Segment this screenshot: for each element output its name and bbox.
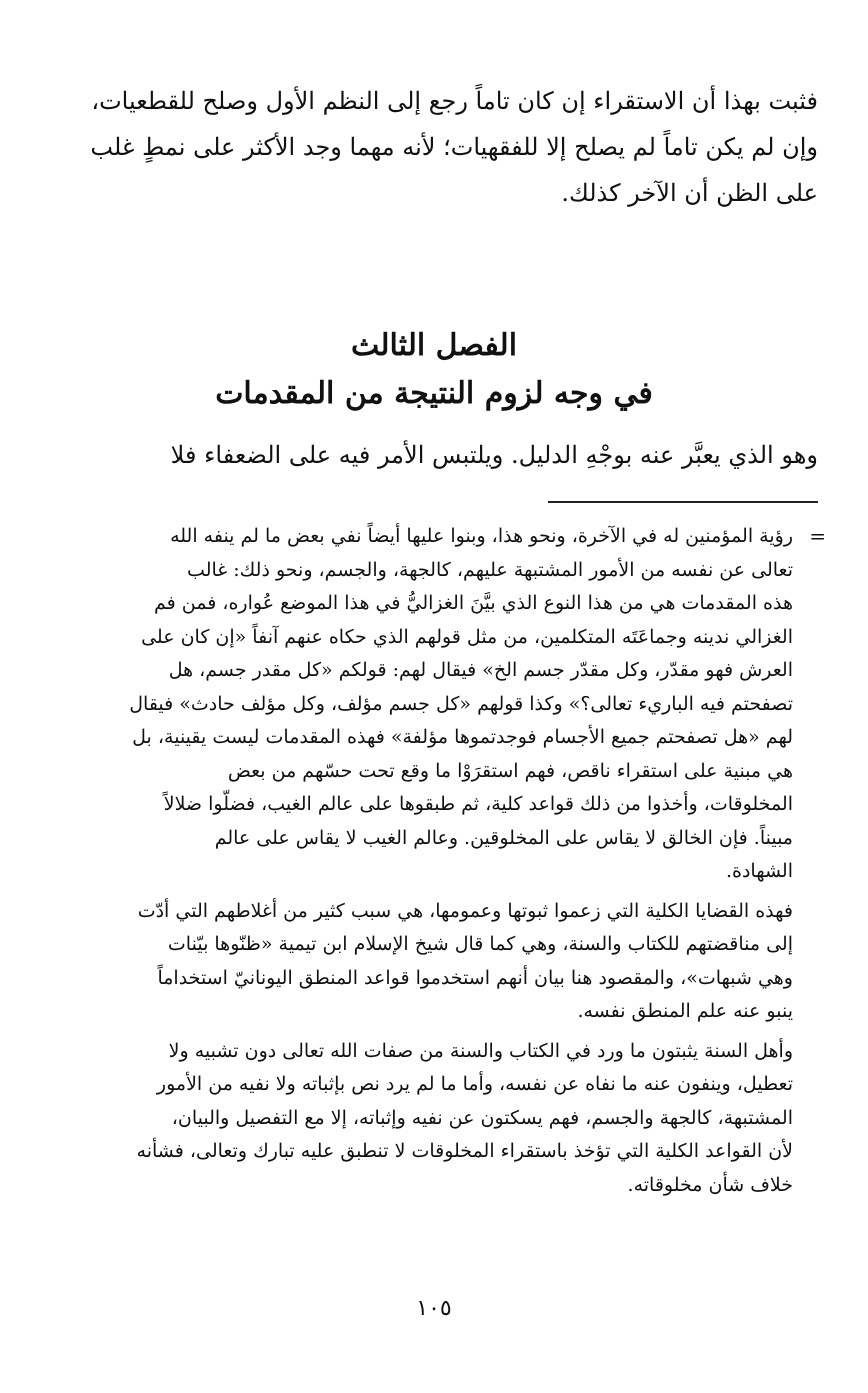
footnote-line: تعطيل، وينفون عنه ما نفاه عن نفسه، وأما ما لم يرد نص بإثباته ولا نفيه من الأمور xyxy=(156,1073,793,1095)
footnote-line: العرش فهو مقدّر، وكل مقدّر جسم الخ» فيقال لهم: قولكم «كل مقدر جسم، هل xyxy=(168,659,793,681)
footnote-line: الشهادة. xyxy=(725,860,793,882)
footnote-paragraph xyxy=(48,520,793,889)
footnote-line: مبيناً. فإن الخالق لا يقاس على المخلوقين. وعالم الغيب لا يقاس على عالم xyxy=(214,826,793,849)
chapter-heading xyxy=(0,322,868,418)
page-number: ١٠٥ xyxy=(416,1296,452,1321)
footnote-line: تعالى عن نفسه من الأمور المشتبهة عليهم، كالجهة، والجسم، ونحو ذلك: غالب xyxy=(187,558,793,581)
footnote-line: فهذه القضايا الكلية التي زعموا ثبوتها وعمومها، هي سبب كثير من أغلاطهم التي أدّت xyxy=(137,899,793,922)
footnote-line: لأن القواعد الكلية التي تؤخذ باستقراء المخلوقات لا تنطبق عليه تبارك وتعالى، فشأنه xyxy=(136,1140,793,1162)
chapter-title: الفصل الثالث xyxy=(350,328,518,363)
footnote-line: رؤية المؤمنين له في الآخرة، ونحو هذا، وبنوا عليها أيضاً نفي بعض ما لم ينفه الله xyxy=(170,525,793,547)
footnote-paragraph xyxy=(48,895,793,1029)
footnote-line: هذه المقدمات هي من هذا النوع الذي بيَّنَ الغزاليُّ في هذا الموضع عُواره، فمن فم xyxy=(154,592,793,614)
main-paragraph xyxy=(48,78,818,216)
footnote-line: ينبو عنه علم المنطق نفسه. xyxy=(577,1000,793,1022)
footnote-line: تصفحتم فيه الباريء تعالى؟» وكذا قولهم «كل جسم مؤلف، وكل مؤلف حادث» فيقال xyxy=(129,692,793,715)
footnote-line: إلى مناقضتهم للكتاب والسنة، وهي كما قال شيخ الإسلام ابن تيمية «ظنّوها بيّنات xyxy=(167,933,793,955)
footnote-line: لهم «هل تصفحتم جميع الأجسام فوجدتموها مؤلفة» فهذه المقدمات ليست يقينية، بل xyxy=(132,726,793,748)
main-line: فثبت بهذا أن الاستقراء إن كان تاماً رجع إلى النظم الأول وصلح للقطعيات، xyxy=(91,87,818,115)
footnote-line: هي مبنية على استقراء ناقص، فهم استقرَوْا ما وقع تحت حسّهم من بعض xyxy=(227,759,793,782)
footnote-paragraph xyxy=(48,1035,793,1203)
footnote-line: المخلوقات، وأخذوا من ذلك قواعد كلية، ثم طبقوها على عالم الغيب، فضلّوا ضلالاً xyxy=(163,793,793,815)
footnote-continuation-marker: = xyxy=(809,524,826,548)
footnote-divider xyxy=(548,501,818,503)
footnote-line: خلاف شأن مخلوقاته. xyxy=(627,1173,793,1196)
footnote-line: المشتبهة، كالجهة والجسم، فهم يسكتون عن نفيه وإثباته، إلا مع التفصيل والبيان، xyxy=(171,1106,793,1129)
chapter-subtitle: في وجه لزوم النتيجة من المقدمات xyxy=(215,376,653,411)
footnotes xyxy=(48,520,793,1208)
footnote-line: وأهل السنة يثبتون ما ورد في الكتاب والسنة من صفات الله تعالى دون تشبيه ولا xyxy=(168,1039,793,1062)
chapter-first-line: وهو الذي يعبَّر عنه بوجْهِ الدليل. ويلتبس الأمر فيه على الضعفاء فلا xyxy=(170,441,818,469)
main-line: على الظن أن الآخر كذلك. xyxy=(561,179,818,207)
main-line: وإن لم يكن تاماً لم يصلح إلا للفقهيات؛ لأنه مهما وجد الأكثر على نمطٍ غلب xyxy=(90,133,818,161)
footnote-line: الغزالي ندينه وجماعَتَه المتكلمين، من مثل قولهم الذي حكاه عنهم آنفاً «إن كان على xyxy=(141,625,793,648)
footnote-line: وهي شبهات»، والمقصود هنا بيان أنهم استخدموا قواعد المنطق اليونانيّ استخداماً xyxy=(157,966,793,989)
